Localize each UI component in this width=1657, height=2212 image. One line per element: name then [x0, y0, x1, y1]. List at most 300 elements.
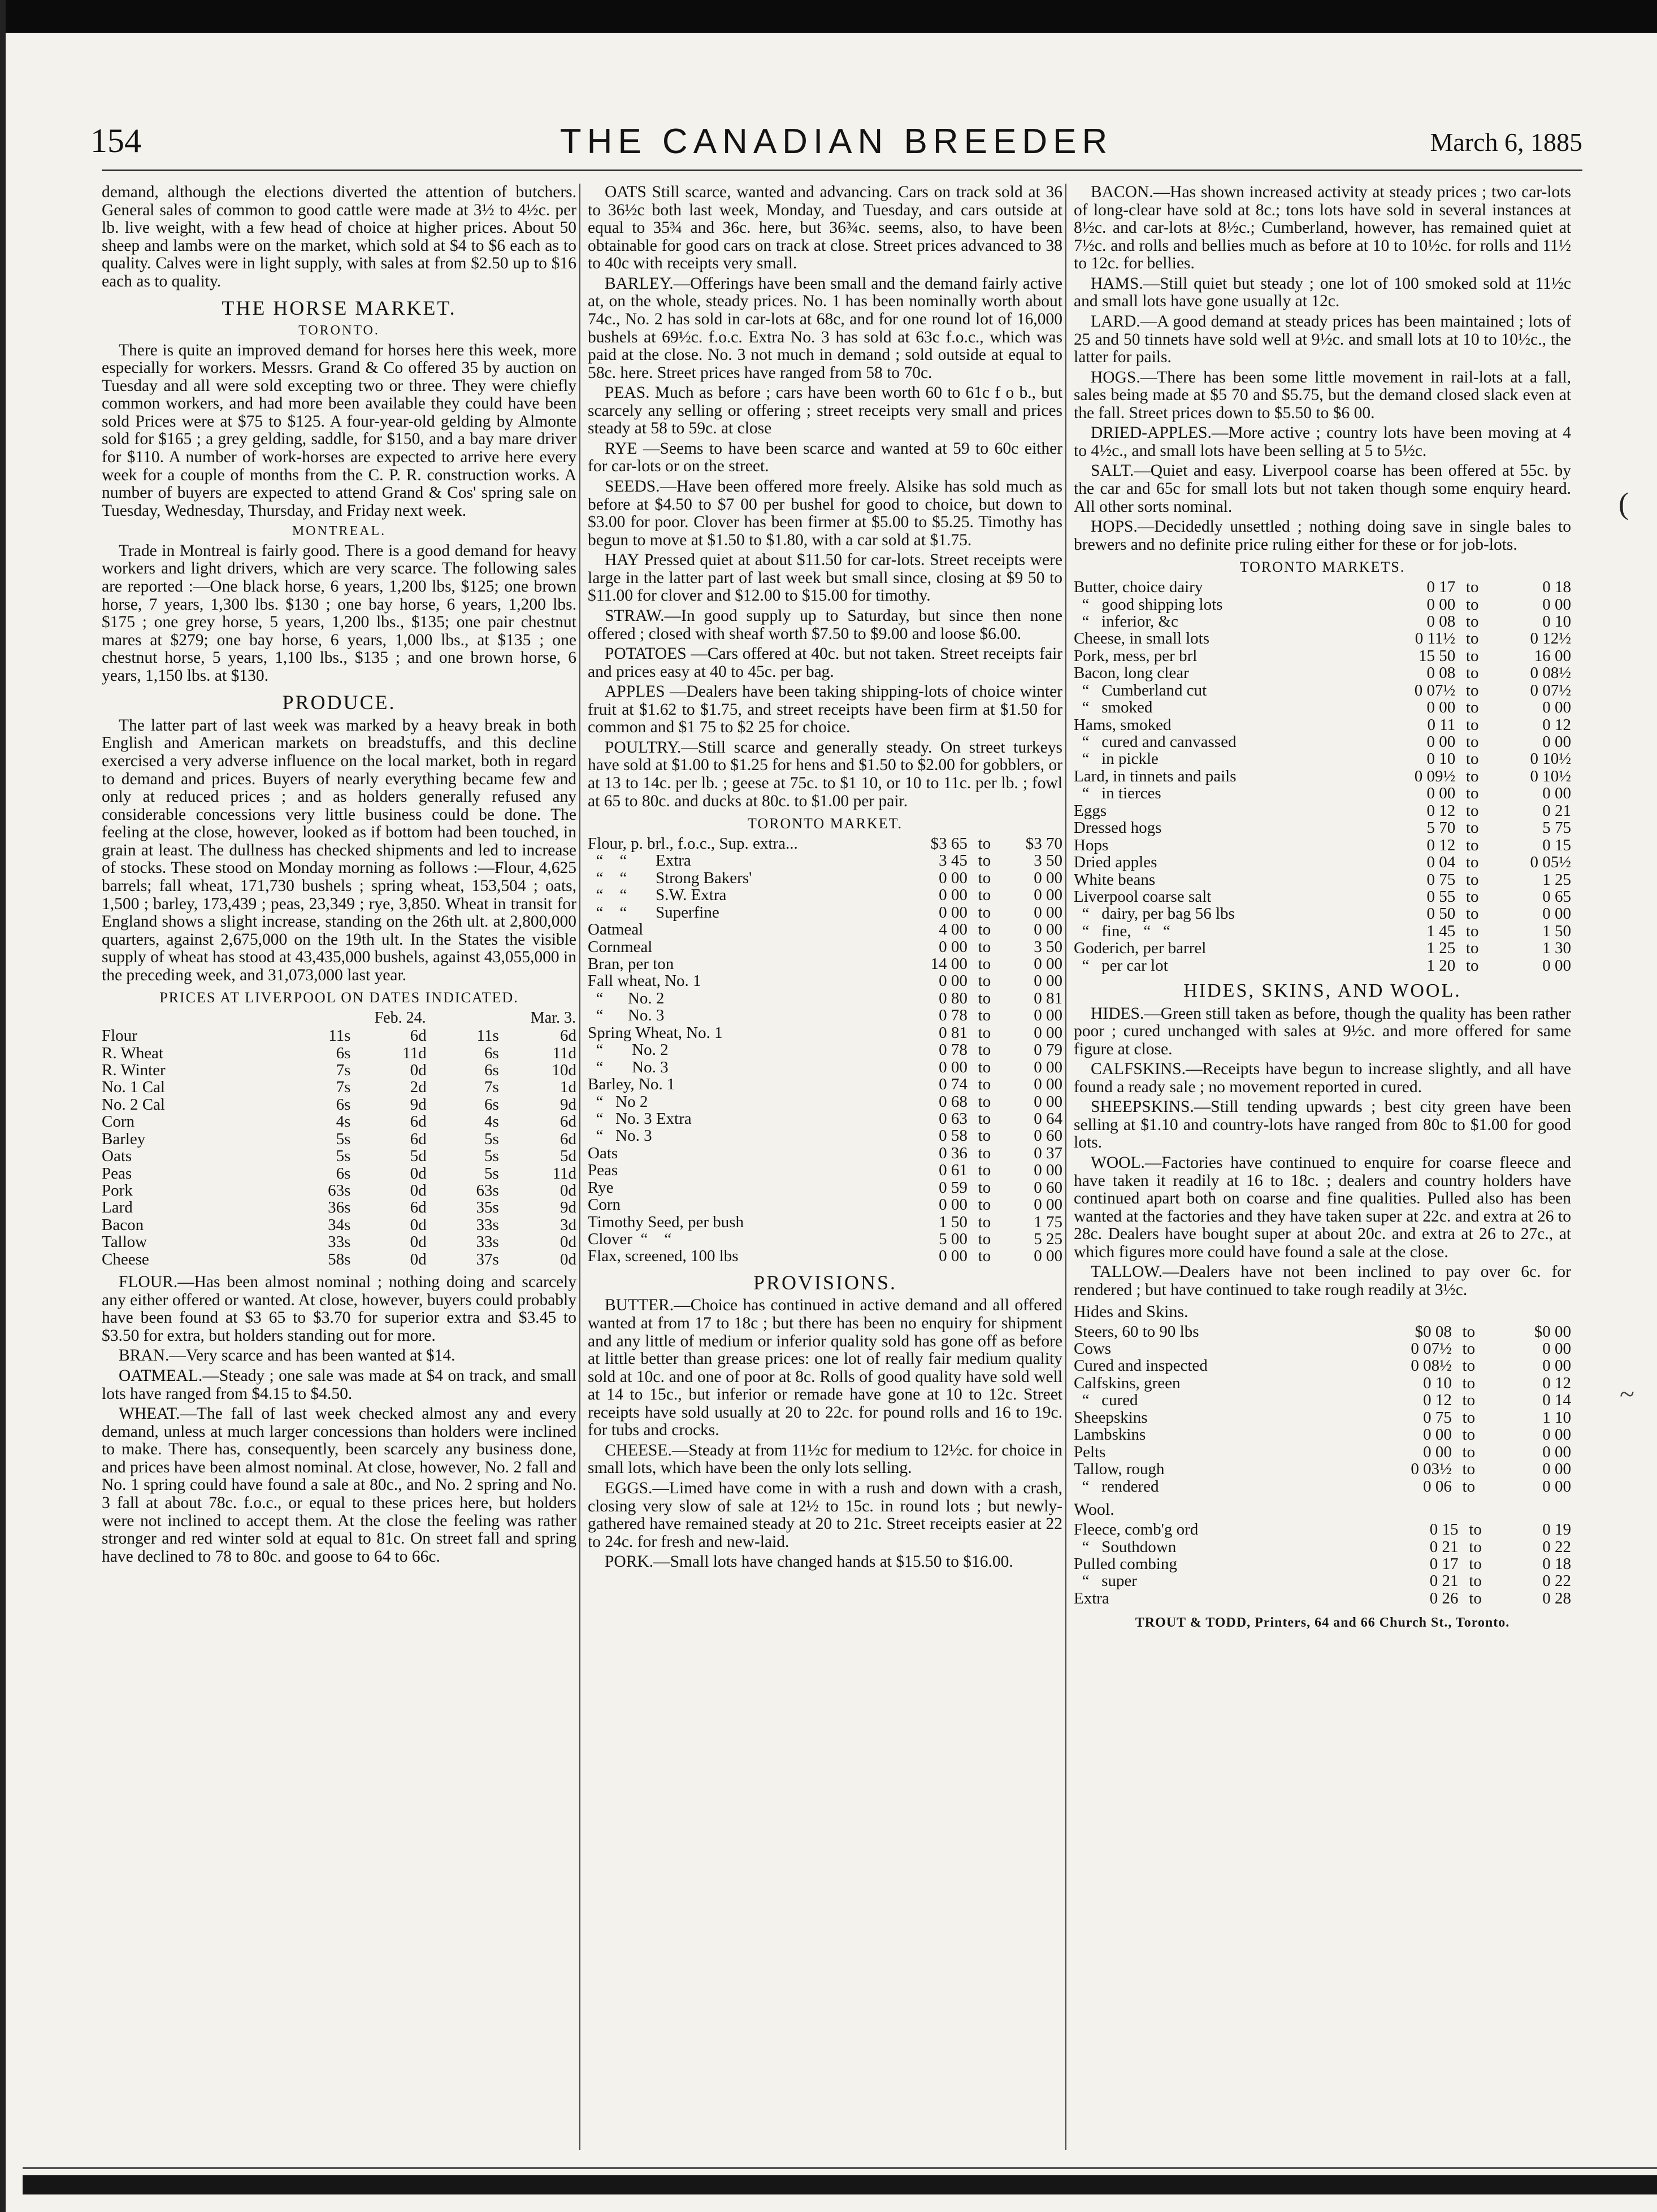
toronto-market-row-cell: to — [978, 1247, 991, 1266]
hides-row-cell: 0 00 — [1542, 1442, 1571, 1461]
wool-row-cell: 0 21 — [1429, 1572, 1459, 1590]
toronto-market-row-label: “ No. 3 Extra — [588, 1109, 692, 1128]
toronto-markets-row-cell: 0 07½ — [1530, 681, 1571, 699]
liverpool-row — [102, 1199, 576, 1216]
toronto-markets-row-cell: to — [1465, 819, 1479, 837]
wool-row-label: “ super — [1074, 1572, 1137, 1590]
liverpool-row-cell: 6d — [560, 1112, 576, 1131]
toronto-markets-row-cell: to — [1465, 646, 1479, 665]
toronto-market-row-label: Rye — [588, 1178, 614, 1197]
toronto-markets-row-cell: 0 18 — [1542, 578, 1571, 597]
toronto-markets-row-cell: 0 04 — [1426, 853, 1456, 872]
wool-row — [1074, 1590, 1571, 1607]
toronto-market-row-cell: 0 00 — [1034, 1196, 1062, 1214]
toronto-markets-row-cell: 1 50 — [1542, 922, 1571, 940]
toronto-markets-row-cell: 0 00 — [1542, 956, 1571, 975]
liverpool-row-label: Lard — [102, 1198, 133, 1217]
liverpool-row-cell: 6s — [336, 1095, 351, 1114]
wheat-text: —The fall of last week checked almost any and every demand, unless at much larger concessions than holders were inclined to make. There has, consequently, been scarcely any business done, and prices have been almost nominal. At close, however, No. 2 fall and No. 1 spring could have found a sale at 80c., and No. 2 spring and No. 3 fall at about 78c. f.o.c., or equal to these prices here, but holders were not inclined to accept them. At the close the feeling was rather stronger and red winter sold at equal to 81c. On street fall and spring have declined to 78 to 80c. and goose to 64 to 66c. — [102, 1405, 576, 1566]
produce-heading: PRODUCE. — [282, 691, 396, 714]
toronto-market-row-cell: 0 79 — [1034, 1041, 1062, 1059]
rye-lead: RYE — [605, 439, 637, 458]
toronto-markets-row-label: “ per car lot — [1074, 956, 1168, 975]
hides-row-cell: 0 00 — [1542, 1477, 1571, 1496]
toronto-markets-row — [1074, 837, 1571, 854]
tallow-text: —Dealers have not been inclined to pay over 6c. for rendered ; but have continued to take rough readily at 3½c. — [1074, 1263, 1571, 1299]
horse-market-heading: THE HORSE MARKET. — [222, 297, 457, 320]
toronto-market-table — [588, 835, 1062, 1265]
top-border — [0, 0, 1657, 33]
toronto-markets-row-cell: 0 12 — [1542, 715, 1571, 734]
toronto-markets-row-label: “ in tierces — [1074, 784, 1161, 803]
toronto-market-row-cell: 0 00 — [1034, 1058, 1062, 1076]
toronto-market-row-cell: 0 00 — [1034, 972, 1062, 990]
hides-row-label: Sheepskins — [1074, 1408, 1148, 1427]
hams-lead: HAMS. — [1091, 274, 1143, 293]
toronto-market-row-cell: to — [978, 834, 991, 853]
liverpool-row-cell: 63s — [476, 1181, 499, 1200]
column-divider-2 — [1065, 184, 1066, 2150]
seeds-text: —Have been offered more freely. Alsike has sold much as before at $4.50 to $7 00 per bushel for good to choice, but down to $3.00 for poor. Clover has been firmer at $5.00 to $5.25. Timothy has begun to move at $1.50 to $1.80, with a car sold at $1.75. — [588, 477, 1062, 549]
poultry-para — [588, 739, 1062, 810]
dried-apples-para — [1074, 424, 1571, 460]
hides-table-heading: Hides and Skins. — [1074, 1302, 1188, 1321]
oats-lead: OATS — [605, 183, 647, 201]
liverpool-row-cell: 6s — [484, 1044, 499, 1062]
toronto-markets-row-label: Hams, smoked — [1074, 715, 1172, 734]
hides-row-label: Pelts — [1074, 1442, 1106, 1461]
dried-apples-lead: DRIED-APPLES. — [1091, 424, 1212, 442]
toronto-market-row-label: Cornmeal — [588, 937, 653, 956]
toronto-market-row-cell: 0 64 — [1034, 1109, 1062, 1128]
toronto-market-row-cell: 0 63 — [939, 1109, 968, 1128]
liverpool-row-cell: 6d — [410, 1112, 427, 1131]
toronto-market-row-cell: to — [978, 1230, 991, 1248]
montreal-horse-text: Trade in Montreal is fairly good. There is a good demand for heavy workers and light drivers, which are very scarce. The following sales are reported :—One black horse, 6 years, 1,200 lbs, $125; one brown horse, 7 years, 1,300 lbs. $130 ; one bay horse, 6 years, 1,200 lbs. $175 ; one grey horse, 5 years, 1,200 lbs., $135; one pair chestnut mares at $279; one bay horse, 6 years, 1,000 lbs., at $135 ; one chestnut horse, 5 years, 1,100 lbs., $135 ; and one brown horse, 6 years, 1,150 lbs. at $130. — [102, 541, 576, 685]
hides-row-cell: to — [1462, 1340, 1476, 1358]
liverpool-row-cell: 11d — [402, 1044, 427, 1062]
salt-lead: SALT. — [1091, 462, 1134, 480]
pork-para — [588, 1553, 1062, 1571]
margin-mark-right: ~ — [1620, 1379, 1634, 1409]
liverpool-row-cell: 6d — [410, 1198, 427, 1217]
toronto-market-row-label: “ No. 3 — [588, 1058, 669, 1076]
wool-row-cell: 0 19 — [1542, 1520, 1571, 1539]
toronto-markets-row-cell: to — [1465, 595, 1479, 614]
toronto-market-row-cell: to — [978, 1075, 991, 1094]
toronto-market-row-cell: 0 37 — [1034, 1144, 1062, 1162]
liverpool-row — [102, 1096, 576, 1113]
toronto-market-row-cell: 0 00 — [939, 1247, 968, 1266]
toronto-markets-row-label: Goderich, per barrel — [1074, 939, 1207, 958]
toronto-market-row — [588, 1059, 1062, 1076]
hides-row — [1074, 1323, 1571, 1340]
toronto-market-row-cell: 0 00 — [1034, 903, 1062, 922]
toronto-market-row-label: Flax, screened, 100 lbs — [588, 1247, 739, 1266]
toronto-markets-row-cell: 0 00 — [1426, 733, 1456, 751]
toronto-market-row-cell: to — [978, 989, 991, 1007]
liverpool-row-label: Tallow — [102, 1233, 148, 1251]
toronto-market-row-label: Clover “ “ — [588, 1230, 672, 1248]
toronto-market-row-label: Oatmeal — [588, 920, 644, 939]
apples-para — [588, 683, 1062, 737]
toronto-markets-row — [1074, 785, 1571, 802]
toronto-markets-row — [1074, 579, 1571, 596]
column-3 — [1074, 184, 1571, 1631]
lard-text: —A good demand at steady prices has been maintained ; lots of 25 and 50 tinnets have sold well at 9½c. and small lots at 10 to 10½c., the latter for pails. — [1074, 312, 1571, 367]
liverpool-row-cell: 0d — [410, 1061, 427, 1079]
toronto-market-row-cell: to — [978, 1161, 991, 1180]
hams-text: —Still quiet but steady ; one lot of 100 smoked sold at 11½c and small lots have gone usually at 12c. — [1074, 274, 1571, 311]
toronto-markets-table — [1074, 579, 1571, 974]
toronto-market-row-cell: to — [978, 851, 991, 870]
toronto-market-row-cell: 0 00 — [1034, 1092, 1062, 1111]
toronto-markets-row — [1074, 750, 1571, 767]
liverpool-row — [102, 1027, 576, 1044]
hops-para — [1074, 518, 1571, 554]
liverpool-row-cell: 10d — [552, 1061, 576, 1079]
liverpool-row-cell: 5d — [410, 1147, 427, 1166]
rye-para — [588, 440, 1062, 476]
toronto-markets-row-cell: to — [1465, 698, 1479, 717]
toronto-market-row-cell: 0 61 — [939, 1161, 968, 1180]
toronto-market-row — [588, 921, 1062, 938]
oatmeal-text: —Steady ; one sale was made at $4 on track, and small lots have ranged from $4.15 to $4.50. — [102, 1367, 576, 1403]
toronto-markets-row-label: “ good shipping lots — [1074, 595, 1223, 614]
liverpool-row-cell: 0d — [560, 1250, 576, 1268]
liverpool-row — [102, 1165, 576, 1182]
toronto-markets-row — [1074, 905, 1571, 922]
bottom-border — [23, 2175, 1657, 2194]
toronto-markets-row-cell: to — [1465, 870, 1479, 889]
cheese-text: —Steady at from 11½c for medium to 12½c. for choice in small lots, which have been the only lots selling. — [588, 1441, 1062, 1477]
hides-row-cell: 0 03½ — [1411, 1460, 1452, 1479]
wool-row-label: Pulled combing — [1074, 1554, 1177, 1573]
liverpool-row-label: Corn — [102, 1112, 135, 1131]
toronto-market-row-cell: to — [978, 972, 991, 990]
toronto-market-row-cell: 0 00 — [939, 868, 968, 887]
toronto-market-row-cell: to — [978, 868, 991, 887]
wool-row-cell: 0 26 — [1429, 1589, 1459, 1607]
toronto-markets-row-label: Bacon, long clear — [1074, 664, 1189, 683]
bacon-text: —Has shown increased activity at steady prices ; two car-lots of long-clear have sold at 8c.; tons lots have sold in several instances at 8½c. and car-lots at 8½c.; Cumberland, however, has remained quiet at 7½c. and rolls and bellies much as before at 10 to 10½c. for rolls and 11½ to 12c. for bellies. — [1074, 183, 1571, 273]
hogs-para — [1074, 369, 1571, 423]
toronto-markets-row-cell: to — [1465, 612, 1479, 631]
toronto-markets-row-cell: 0 17 — [1426, 578, 1456, 597]
toronto-markets-row-cell: 0 09½ — [1414, 767, 1456, 785]
hides-row-cell: to — [1462, 1442, 1476, 1461]
straw-lead: STRAW. — [605, 606, 665, 625]
column-divider-1 — [579, 184, 580, 2150]
wool-row — [1074, 1521, 1571, 1538]
toronto-markets-row — [1074, 923, 1571, 940]
toronto-market-row-cell: to — [978, 1178, 991, 1197]
hides-row-cell: 0 12 — [1542, 1374, 1571, 1392]
liverpool-heading: PRICES AT LIVERPOOL ON DATES INDICATED. — [159, 989, 519, 1006]
hides-row — [1074, 1409, 1571, 1426]
toronto-markets-row-cell: 0 00 — [1426, 698, 1456, 717]
toronto-markets-row-label: “ inferior, &c — [1074, 612, 1178, 631]
masthead-title: THE CANADIAN BREEDER — [559, 122, 1113, 161]
column-1 — [102, 184, 576, 1568]
hides-row-cell: to — [1462, 1374, 1476, 1392]
liverpool-row-label: No. 2 Cal — [102, 1095, 165, 1114]
toronto-market-row — [588, 1024, 1062, 1041]
toronto-market-row-cell: $3 70 — [1025, 834, 1062, 853]
hops-lead: HOPS. — [1091, 518, 1138, 536]
hides-row-cell: 1 10 — [1542, 1408, 1571, 1427]
hides-row-cell: 0 07½ — [1411, 1340, 1452, 1358]
liverpool-row — [102, 1062, 576, 1079]
cheese-para — [588, 1442, 1062, 1477]
liverpool-row — [102, 1251, 576, 1268]
potatoes-lead: POTATOES — [605, 645, 687, 663]
toronto-market-row-cell: to — [978, 955, 991, 973]
wool-row — [1074, 1539, 1571, 1555]
toronto-market-row-cell: to — [978, 903, 991, 922]
column-2 — [588, 184, 1062, 1574]
toronto-markets-row-cell: 0 00 — [1542, 905, 1571, 923]
toronto-market-row-label: Peas — [588, 1161, 618, 1180]
barley-text: —Offerings have been small and the demand fairly active at, on the whole, steady prices. No. 1 has been nominally worth about 74c., No. 2 has sold in car-lots at 68c, and for one round lot of 16,000 bushels at 69½c. f.o.c. Extra No. 3 has sold at 63c f.o.c., which was paid at the close. No. 3 not much in demand ; sold outside at equal to 58c. here. Street prices have ranged from 58 to 70c. — [588, 274, 1062, 382]
hides-lead: HIDES. — [1091, 1004, 1144, 1023]
toronto-markets-row-cell: 15 50 — [1418, 646, 1456, 665]
toronto-market-row-cell: to — [978, 1213, 991, 1231]
toronto-market-row-cell: 5 25 — [1034, 1230, 1062, 1248]
toronto-market-row — [588, 904, 1062, 921]
wool-row-cell: to — [1469, 1572, 1482, 1590]
toronto-markets-row-label: “ cured and canvassed — [1074, 733, 1237, 751]
toronto-market-row — [588, 1076, 1062, 1093]
toronto-markets-row-cell: to — [1465, 681, 1479, 699]
hides-row — [1074, 1461, 1571, 1477]
printer-credit: TROUT & TODD, Printers, 64 and 66 Church St., Toronto. — [1135, 1615, 1510, 1631]
toronto-markets-row-cell: 0 07½ — [1414, 681, 1456, 699]
margin-mark: ( — [1619, 486, 1629, 520]
butter-para — [588, 1297, 1062, 1440]
eggs-lead: EGGS. — [605, 1479, 653, 1498]
toronto-market-row-cell: to — [978, 1058, 991, 1076]
toronto-market-row-label: “ “ Superfine — [588, 903, 719, 922]
toronto-market-row-cell: to — [978, 886, 991, 905]
toronto-market-row — [588, 886, 1062, 903]
toronto-market-row-label: “ “ Extra — [588, 851, 691, 870]
toronto-market-row-label: “ No. 2 — [588, 989, 665, 1007]
liverpool-row-cell: 37s — [476, 1250, 499, 1268]
toronto-markets-row-label: “ in pickle — [1074, 750, 1159, 768]
toronto-market-row-cell: 0 81 — [1034, 989, 1062, 1007]
toronto-markets-row-cell: 0 12½ — [1530, 629, 1571, 648]
wool-row-label: Extra — [1074, 1589, 1109, 1607]
flour-para — [102, 1274, 576, 1345]
toronto-market-row-cell: to — [978, 1092, 991, 1111]
liverpool-row-cell: 4s — [336, 1112, 351, 1131]
liverpool-row-cell: 5s — [484, 1129, 499, 1148]
barley-para — [588, 275, 1062, 382]
hides-row-cell: 0 00 — [1423, 1426, 1452, 1444]
liverpool-row-cell: 0d — [560, 1181, 576, 1200]
toronto-market-table-body — [588, 835, 1062, 1265]
toronto-market-row — [588, 1162, 1062, 1179]
toronto-markets-row-cell: 1 25 — [1426, 939, 1456, 958]
toronto-markets-row-cell: to — [1465, 715, 1479, 734]
liverpool-row-label: No. 1 Cal — [102, 1078, 165, 1097]
toronto-market-row — [588, 1231, 1062, 1248]
sheepskins-para — [1074, 1098, 1571, 1152]
wool-row-cell: to — [1469, 1554, 1482, 1573]
liverpool-row-label: Pork — [102, 1181, 133, 1200]
toronto-markets-row-cell: 0 11½ — [1415, 629, 1456, 648]
toronto-market-row-cell: 0 59 — [939, 1178, 968, 1197]
toronto-markets-row-cell: to — [1465, 956, 1479, 975]
peas-text: Much as before ; cars have been worth 60 to 61c f o b., but scarcely any selling or offering ; street receipts very small and prices steady at 58 to 59c. at close — [588, 384, 1062, 438]
toronto-market-heading: TORONTO MARKET. — [747, 815, 903, 832]
wool-row-cell: 0 22 — [1542, 1537, 1571, 1556]
toronto-market-row-label: “ No. 3 — [588, 1127, 652, 1145]
toronto-markets-row-cell: to — [1465, 750, 1479, 768]
toronto-markets-row-cell: 0 12 — [1426, 801, 1456, 820]
toronto-market-row-cell: to — [978, 1144, 991, 1162]
toronto-markets-row — [1074, 682, 1571, 699]
liverpool-row-cell: 35s — [476, 1198, 499, 1217]
liverpool-row — [102, 1079, 576, 1096]
liverpool-col-date-2: Mar. 3. — [530, 1009, 576, 1027]
straw-text: —In good supply up to Saturday, but since then none offered ; closed with sheaf worth $7.50 to $9.00 and loose $6.00. — [588, 606, 1062, 643]
flour-text: —Has been almost nominal ; nothing doing and scarcely any either offered or wanted. At close, however, buyers could probably have been found at $3 65 to $3.70 for superior extra and $3.45 to $3.50 for extra, but holders standing out for more. — [102, 1273, 576, 1345]
hides-row-label: Steers, 60 to 90 lbs — [1074, 1322, 1199, 1341]
toronto-market-row-cell: 3 50 — [1034, 851, 1062, 870]
liverpool-row — [102, 1182, 576, 1199]
toronto-markets-row-cell: 0 10½ — [1530, 750, 1571, 768]
liverpool-row-cell: 34s — [328, 1215, 351, 1234]
hides-row-cell: 0 14 — [1542, 1391, 1571, 1410]
toronto-markets-heading: TORONTO MARKETS. — [1239, 559, 1406, 576]
liverpool-row-cell: 0d — [410, 1233, 427, 1251]
toronto-markets-row-label: Cheese, in small lots — [1074, 629, 1210, 648]
toronto-market-row-cell: 0 60 — [1034, 1178, 1062, 1197]
liverpool-row-cell: 4s — [484, 1112, 499, 1131]
toronto-markets-row-label: Hops — [1074, 836, 1109, 854]
hides-row — [1074, 1392, 1571, 1409]
toronto-markets-row-cell: 0 12 — [1426, 836, 1456, 854]
header-rule — [102, 170, 1582, 171]
toronto-markets-row-cell: to — [1465, 784, 1479, 803]
toronto-market-row-cell: 0 00 — [1034, 920, 1062, 939]
toronto-market-row-cell: 0 78 — [939, 1006, 968, 1025]
toronto-markets-row-cell: 0 08 — [1426, 612, 1456, 631]
toronto-markets-row-label: “ Cumberland cut — [1074, 681, 1207, 699]
liverpool-table-body — [102, 1027, 576, 1268]
toronto-markets-row — [1074, 613, 1571, 630]
calfskins-text: —Receipts have begun to increase slightly, and all have found a ready sale ; no movement reported in cured. — [1074, 1060, 1571, 1096]
wool-table — [1074, 1521, 1571, 1607]
wool-row-cell: to — [1469, 1537, 1482, 1556]
hides-row-cell: to — [1462, 1391, 1476, 1410]
wool-text: —Factories have continued to enquire for coarse fleece and have taken it readily at 16 to 18c. ; dealers and country holders have continued apart both on coarse and fine qualities. Pulled also has been wanted at the factories and they have taken super at 22c. and extra at 26 to 28c. Dealers have bought super at about 20c. and extra at 26 to 27c., at which figures more could have found a sale at the close. — [1074, 1154, 1571, 1261]
hides-row-cell: to — [1462, 1426, 1476, 1444]
toronto-markets-row-cell: 0 65 — [1542, 887, 1571, 906]
liverpool-row-cell: 36s — [328, 1198, 351, 1217]
liverpool-row-cell: 0d — [560, 1233, 576, 1251]
toronto-market-row-cell: 0 68 — [939, 1092, 968, 1111]
toronto-markets-row-cell: 0 00 — [1542, 698, 1571, 717]
oats-para — [588, 184, 1062, 273]
straw-para — [588, 607, 1062, 643]
toronto-subheading: TORONTO. — [298, 323, 380, 338]
toronto-markets-row-cell: 0 00 — [1542, 733, 1571, 751]
toronto-markets-row-cell: 0 21 — [1542, 801, 1571, 820]
bacon-lead: BACON. — [1091, 183, 1153, 201]
liverpool-row-cell: 7s — [336, 1061, 351, 1079]
toronto-market-row — [588, 1196, 1062, 1213]
toronto-markets-row-label: Dressed hogs — [1074, 819, 1162, 837]
toronto-market-row-cell: 0 00 — [1034, 1247, 1062, 1266]
toronto-market-row — [588, 1041, 1062, 1058]
liverpool-row-cell: 63s — [328, 1181, 351, 1200]
montreal-subheading: MONTREAL. — [292, 524, 387, 539]
liverpool-row-label: R. Wheat — [102, 1044, 163, 1062]
apples-text: —Dealers have been taking shipping-lots of choice winter fruit at $1.62 to $1.75, and street receipts have been firm at $1.50 for common and $1 75 to $2 25 for choice. — [588, 683, 1062, 737]
liverpool-row-cell: 9d — [410, 1095, 427, 1114]
toronto-market-row — [588, 1179, 1062, 1196]
toronto-markets-row — [1074, 819, 1571, 836]
page-number: 154 — [90, 122, 141, 159]
toronto-markets-row-cell: 0 08½ — [1530, 664, 1571, 683]
wool-row-label: “ Southdown — [1074, 1537, 1177, 1556]
toronto-markets-row-label: Liverpool coarse salt — [1074, 887, 1212, 906]
toronto-markets-row-cell: 0 10 — [1426, 750, 1456, 768]
page-header — [90, 121, 1582, 172]
liverpool-row-label: R. Winter — [102, 1061, 166, 1079]
hides-table-body — [1074, 1323, 1571, 1495]
wheat-lead: WHEAT. — [119, 1405, 180, 1423]
hides-row-label: “ rendered — [1074, 1477, 1159, 1496]
toronto-markets-row-cell: to — [1465, 733, 1479, 751]
toronto-market-row — [588, 1145, 1062, 1162]
liverpool-row-cell: 5d — [560, 1147, 576, 1166]
toronto-market-row-cell: 1 50 — [939, 1213, 968, 1231]
toronto-market-row-label: “ No 2 — [588, 1092, 648, 1111]
barley-lead: BARLEY. — [605, 274, 674, 293]
toronto-market-row — [588, 1248, 1062, 1264]
hides-row-cell: 0 00 — [1542, 1340, 1571, 1358]
hides-row — [1074, 1340, 1571, 1357]
toronto-markets-row-cell: to — [1465, 887, 1479, 906]
hides-row-label: Cured and inspected — [1074, 1357, 1208, 1375]
toronto-markets-row — [1074, 733, 1571, 750]
toronto-markets-row — [1074, 871, 1571, 888]
toronto-market-row-cell: to — [978, 1023, 991, 1042]
toronto-market-row-cell: 0 00 — [1034, 1023, 1062, 1042]
toronto-markets-row-cell: 0 50 — [1426, 905, 1456, 923]
hides-row-cell: 0 10 — [1423, 1374, 1452, 1392]
toronto-market-row-cell: 0 81 — [939, 1023, 968, 1042]
hogs-lead: HOGS. — [1091, 368, 1140, 386]
hides-row-label: Cows — [1074, 1340, 1112, 1358]
toronto-markets-row-label: Dried apples — [1074, 853, 1157, 872]
potatoes-text: —Cars offered at 40c. but not taken. Street receipts fair and prices easy at 40 to 45c. per bag. — [588, 645, 1062, 681]
potatoes-para — [588, 645, 1062, 681]
toronto-market-row — [588, 852, 1062, 869]
toronto-markets-row — [1074, 854, 1571, 871]
liverpool-row-cell: 5s — [484, 1164, 499, 1183]
wool-lead: WOOL. — [1091, 1154, 1145, 1172]
toronto-market-row-label: Timothy Seed, per bush — [588, 1213, 744, 1231]
toronto-markets-row-cell: 0 08 — [1426, 664, 1456, 683]
toronto-market-row-cell: to — [978, 1109, 991, 1128]
toronto-markets-row-label: “ fine, “ “ — [1074, 922, 1170, 940]
toronto-market-row — [588, 1214, 1062, 1231]
